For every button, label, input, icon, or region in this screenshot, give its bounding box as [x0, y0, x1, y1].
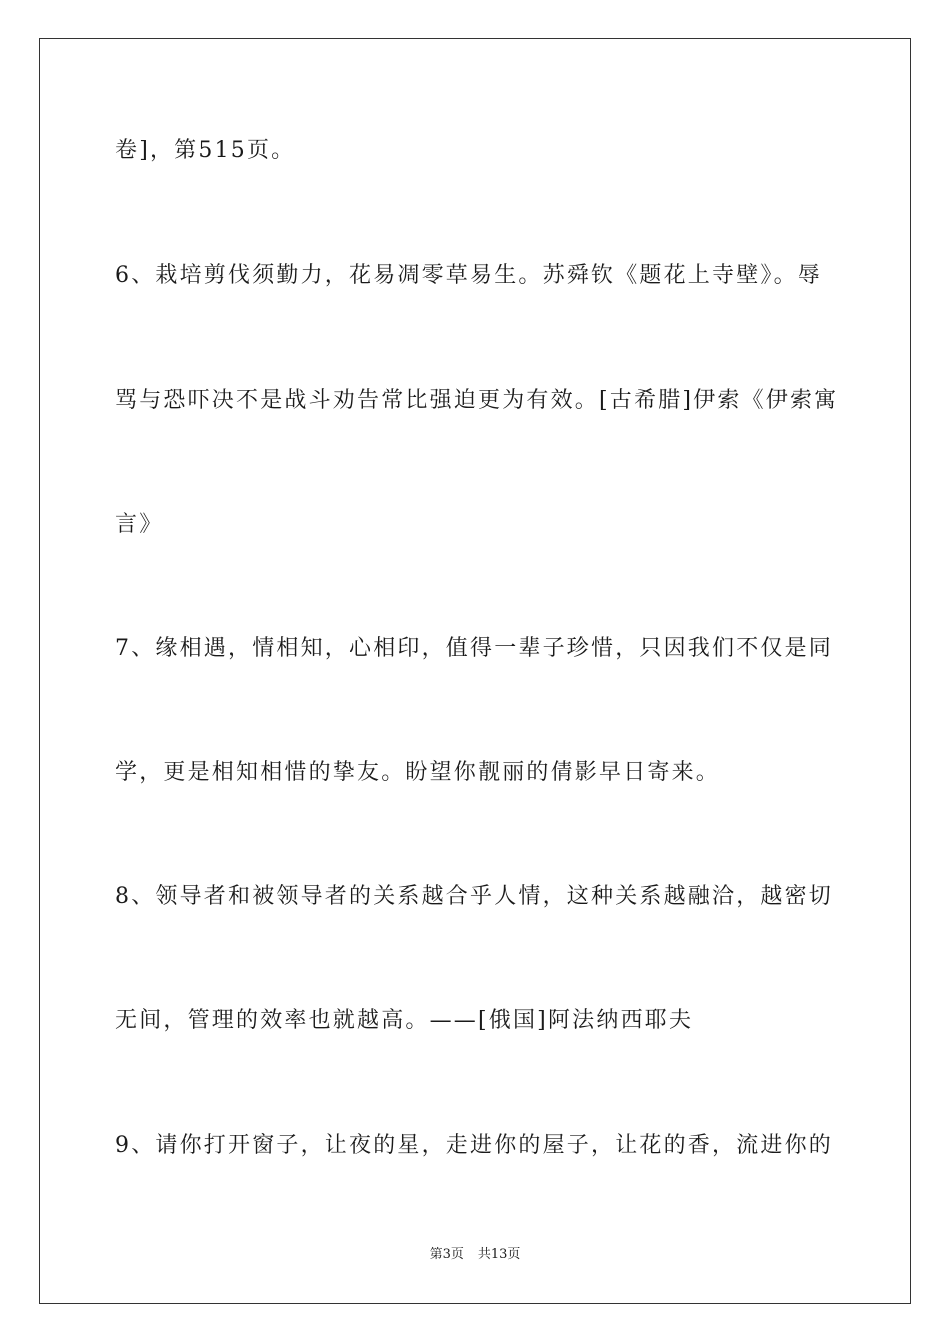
text-line-2: 6、栽培剪伐须勤力，花易凋零草易生。苏舜钦《题花上寺壁》。辱	[115, 263, 822, 288]
page-frame	[39, 38, 911, 1304]
page-number: 第3页	[429, 1247, 464, 1262]
text-line-8: 无间，管理的效率也就越高。——[俄国]阿法纳西耶夫	[115, 1008, 694, 1033]
text-line-1: 卷]，第515页。	[115, 138, 296, 163]
text-line-7: 8、领导者和被领导者的关系越合乎人情，这种关系越融洽，越密切	[115, 884, 833, 909]
text-line-4: 言》	[115, 512, 164, 537]
text-line-6: 学，更是相知相惜的挚友。盼望你靓丽的倩影早日寄来。	[115, 760, 721, 785]
text-line-5: 7、缘相遇，情相知，心相印，值得一辈子珍惜，只因我们不仅是同	[115, 636, 833, 661]
text-line-3: 骂与恐吓决不是战斗劝告常比强迫更为有效。[古希腊]伊索《伊索寓	[115, 388, 839, 413]
text-line-9: 9、请你打开窗子，让夜的星，走进你的屋子，让花的香，流进你的	[115, 1133, 833, 1158]
page-footer	[0, 1246, 950, 1264]
total-pages: 共13页	[477, 1247, 521, 1262]
